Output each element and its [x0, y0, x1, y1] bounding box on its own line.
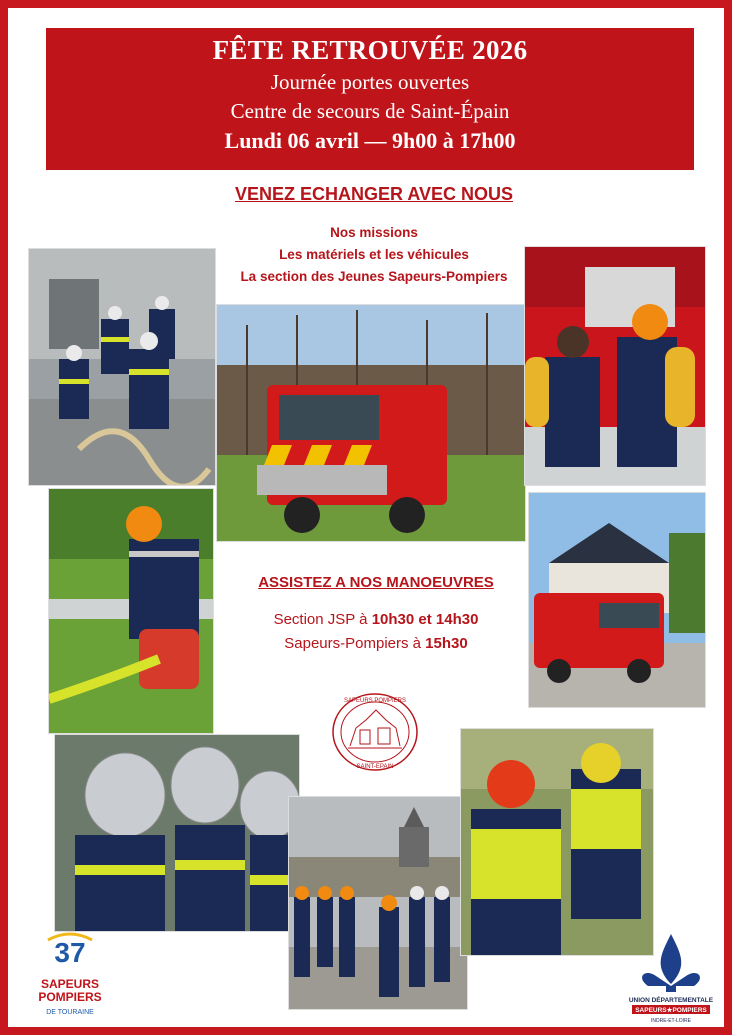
header-banner: [46, 28, 694, 170]
mission-item: Nos missions: [330, 225, 418, 240]
photo-breathing-apparatus: [524, 246, 706, 486]
event-title: FÊTE RETROUVÉE 2026: [212, 35, 528, 65]
jsp-label: Section JSP à: [273, 611, 372, 628]
maneuvers-heading: ASSISTEZ A NOS MANOEUVRES: [258, 574, 494, 591]
sapeurs-pompiers-touraine-logo: [30, 926, 110, 1026]
photo-firefighters-kneeling: [460, 728, 654, 956]
svg-text:DE TOURAINE: DE TOURAINE: [46, 1009, 94, 1016]
svg-text:37: 37: [54, 937, 86, 968]
svg-text:SAPEURS POMPIERS: SAPEURS POMPIERS: [343, 698, 407, 704]
jsp-times: 10h30 et 14h30: [371, 611, 479, 628]
photo-formation: [288, 796, 468, 1010]
svg-text:UNION DÉPARTEMENTALE: UNION DÉPARTEMENTALE: [628, 997, 714, 1004]
svg-text:INDRE-ET-LOIRE: INDRE-ET-LOIRE: [650, 1018, 692, 1024]
mission-item: Les matériels et les véhicules: [279, 247, 469, 262]
svg-text:SAPEURS: SAPEURS: [40, 977, 100, 991]
exchange-heading: VENEZ ECHANGER AVEC NOUS: [234, 184, 514, 204]
pompiers-schedule: [234, 632, 518, 656]
event-date: Lundi 06 avril — 9h00 à 17h00: [224, 128, 516, 153]
photo-hose-training: [28, 248, 216, 486]
svg-text:POMPIERS: POMPIERS: [38, 990, 102, 1004]
photo-pump-operation: [48, 488, 214, 734]
photo-red-van: [528, 492, 706, 708]
jsp-schedule: [234, 608, 518, 632]
svg-text:SAPEURS★POMPIERS: SAPEURS★POMPIERS: [635, 1007, 707, 1014]
photo-fire-truck: [216, 304, 526, 542]
pompiers-time: 15h30: [425, 635, 468, 652]
union-departementale-logo: [626, 926, 716, 1026]
svg-text:SAINT-EPAIN: SAINT-EPAIN: [356, 764, 394, 770]
event-location: Centre de secours de Saint-Épain: [230, 99, 510, 123]
event-subtitle: Journée portes ouvertes: [270, 70, 470, 94]
pompiers-label: Sapeurs-Pompiers à: [284, 635, 426, 652]
saint-epain-seal: [326, 688, 424, 780]
maneuvers-schedule: [234, 608, 518, 656]
mission-item: La section des Jeunes Sapeurs-Pompiers: [240, 269, 508, 284]
photo-helmets: [54, 734, 300, 932]
